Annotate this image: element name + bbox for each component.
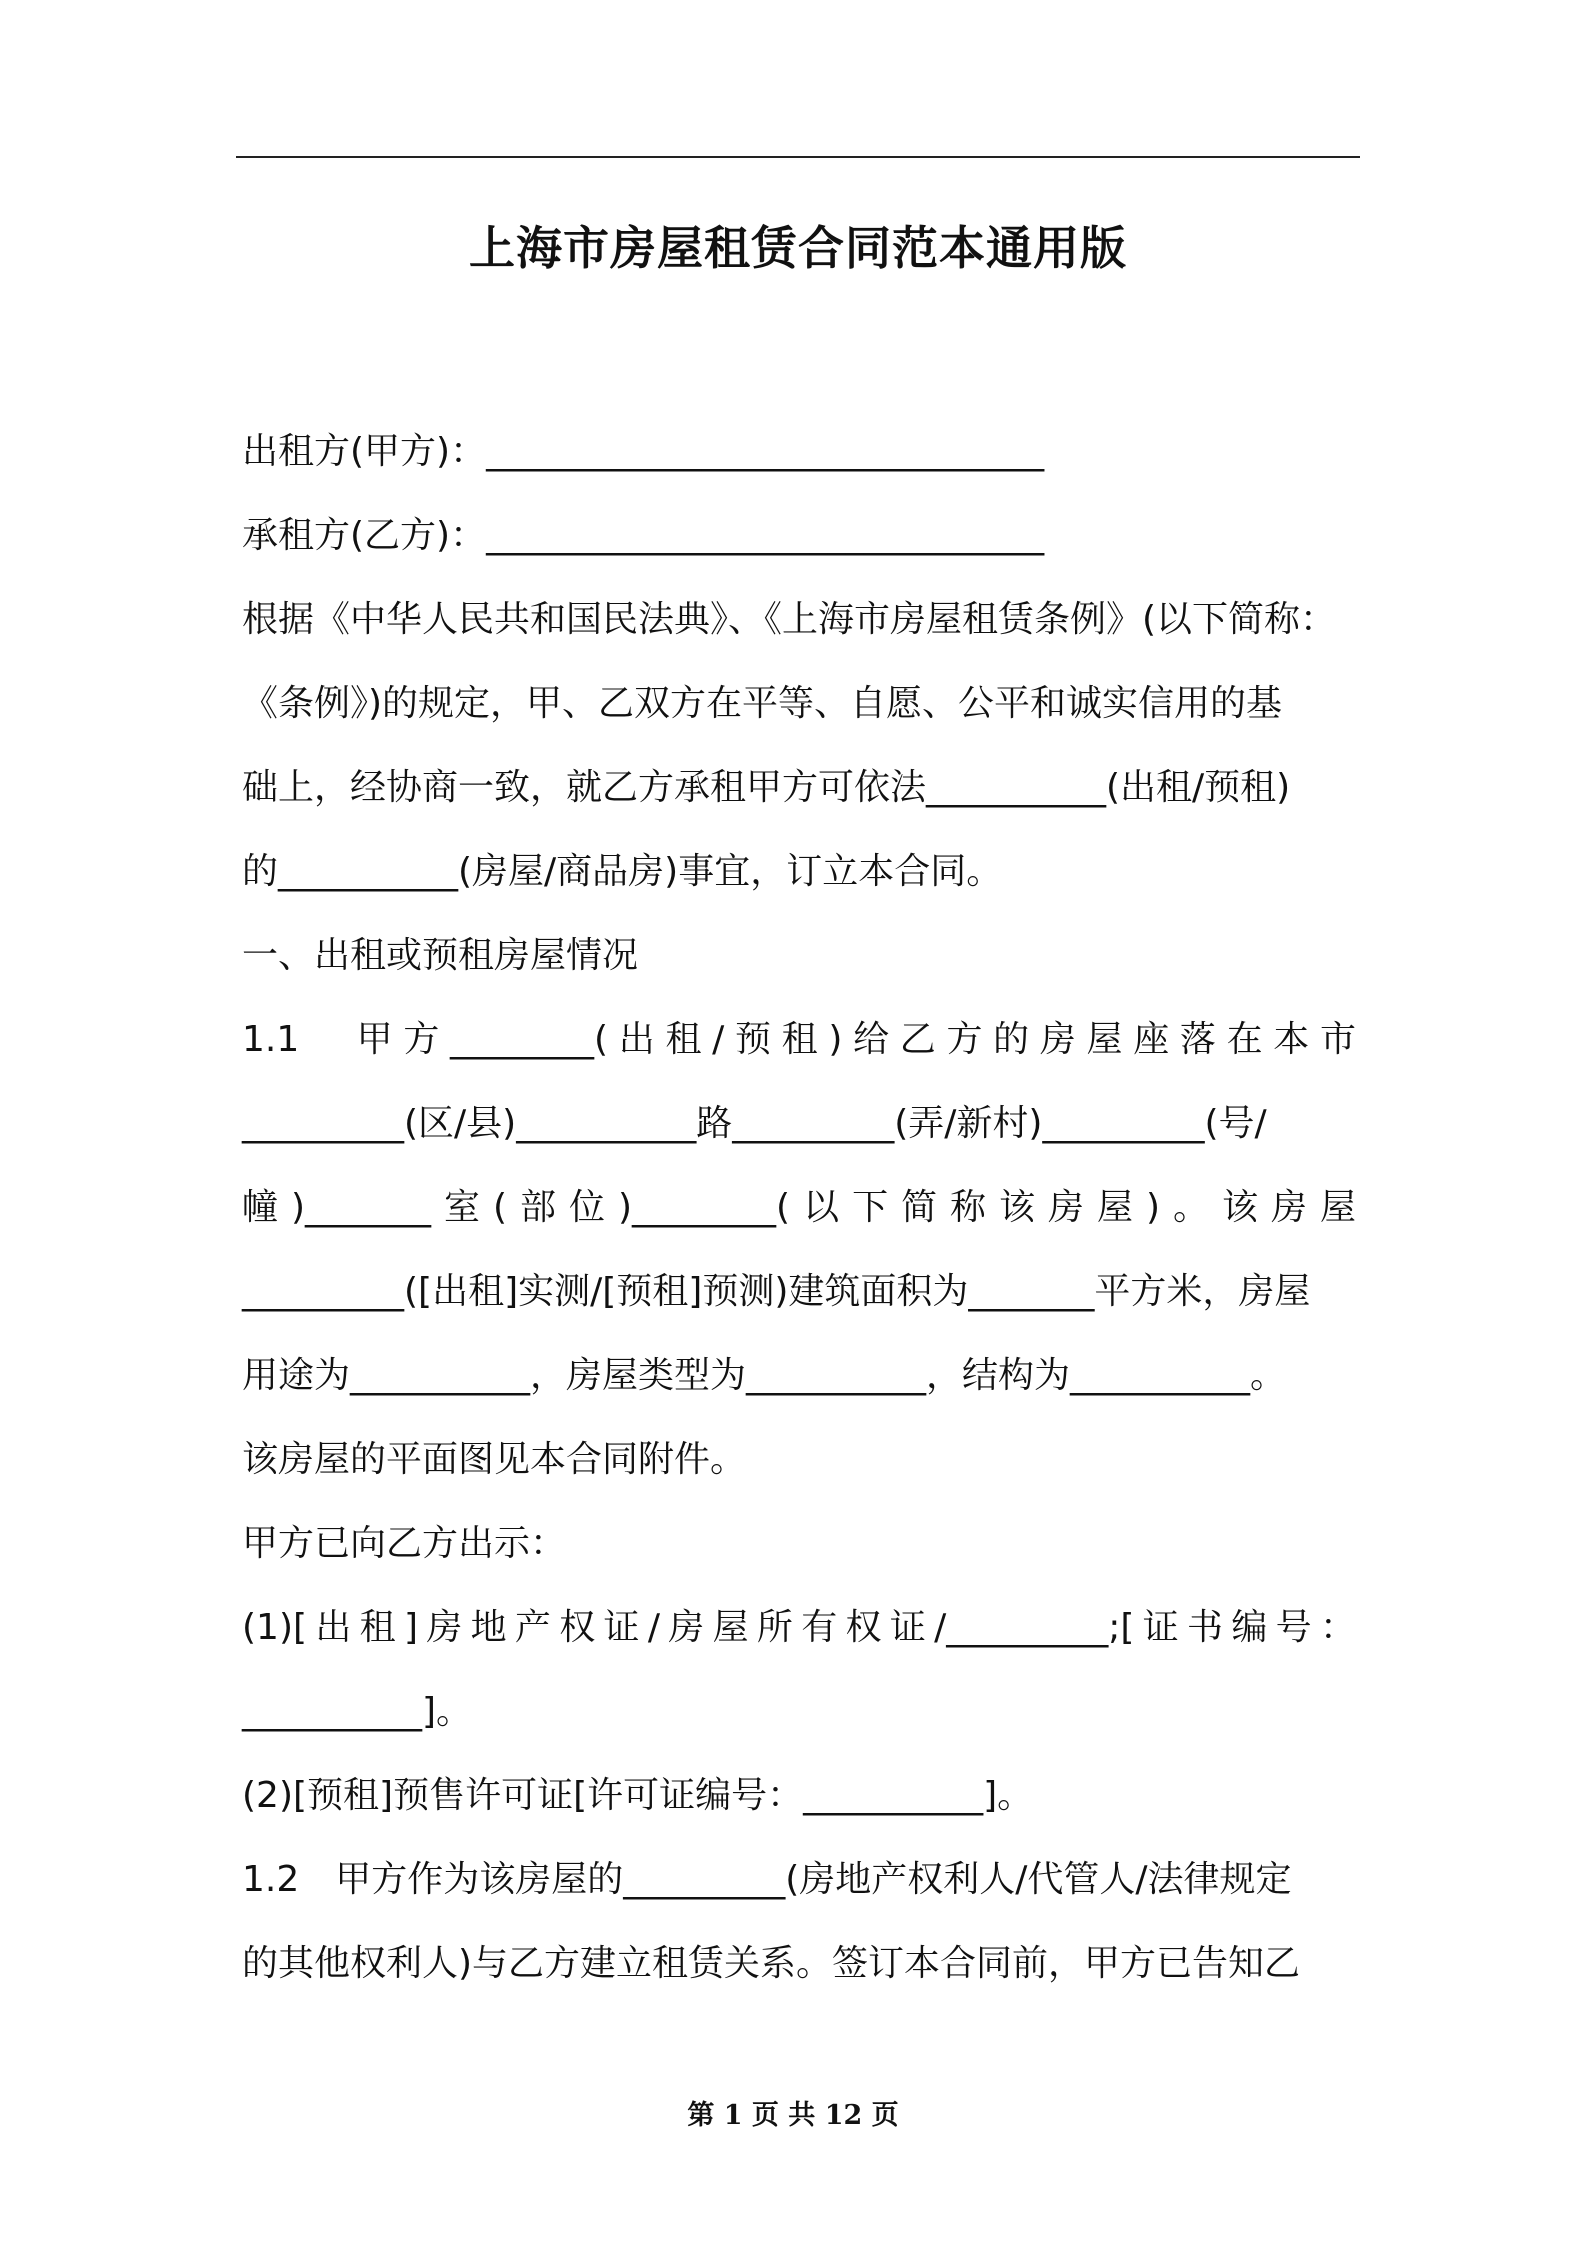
item-1-line-1: (1)[出租]房地产权证/房屋所有权证/_________;[证书编号： [242,1607,1356,1648]
clause-1-1-line-6: 该房屋的平面图见本合同附件。 [242,1439,747,1480]
section-heading-1: 一、出租或预租房屋情况 [242,935,639,976]
item-2-line: (2)[预租]预售许可证[许可证编号：__________]。 [242,1775,1034,1816]
preamble-line-3: 础上，经协商一致，就乙方承租甲方可依法__________(出租/预租) [242,767,1291,808]
preamble-line-4: 的__________(房屋/商品房)事宜，订立本合同。 [242,851,1003,892]
clause-1-1-line-5: 用途为__________，房屋类型为__________，结构为__________。 [242,1355,1287,1396]
item-1-line-2: __________]。 [242,1691,473,1732]
preamble-line-1: 根据《中华人民共和国民法典》、《上海市房屋租赁条例》(以下简称： [242,599,1337,640]
clause-1-1-line-1: 1.1 甲方________(出租/预租)给乙方的房屋座落在本市 [242,1019,1356,1060]
clause-1-1-line-4: _________([出租]实测/[预租]预测)建筑面积为_______平方米，房屋 [242,1271,1311,1312]
document-title: 上海市房屋租赁合同范本通用版 [469,221,1127,275]
contract-body [242,410,1356,2006]
clause-1-2-line-1: 1.2 甲方作为该房屋的_________(房地产权利人/代管人/法律规定 [242,1859,1292,1900]
preamble-line-2: 《条例》)的规定，甲、乙双方在平等、自愿、公平和诚实信用的基 [242,683,1283,724]
shown-documents-heading: 甲方已向乙方出示： [242,1523,567,1564]
clause-1-1-line-3: 幢)_______室(部位)________(以下简称该房屋)。该房屋 [242,1187,1356,1228]
header-rule [236,156,1360,158]
lessor-line: 出租方(甲方)：_______________________________ [242,431,1045,472]
clause-1-2-line-2: 的其他权利人)与乙方建立租赁关系。签订本合同前，甲方已告知乙 [242,1943,1301,1984]
page-number-footer: 第 1 页 共 12 页 [687,2100,899,2131]
lessee-line: 承租方(乙方)：_______________________________ [242,515,1045,556]
clause-1-1-line-2: _________(区/县)__________路_________(弄/新村)_________(号/ [242,1103,1267,1144]
